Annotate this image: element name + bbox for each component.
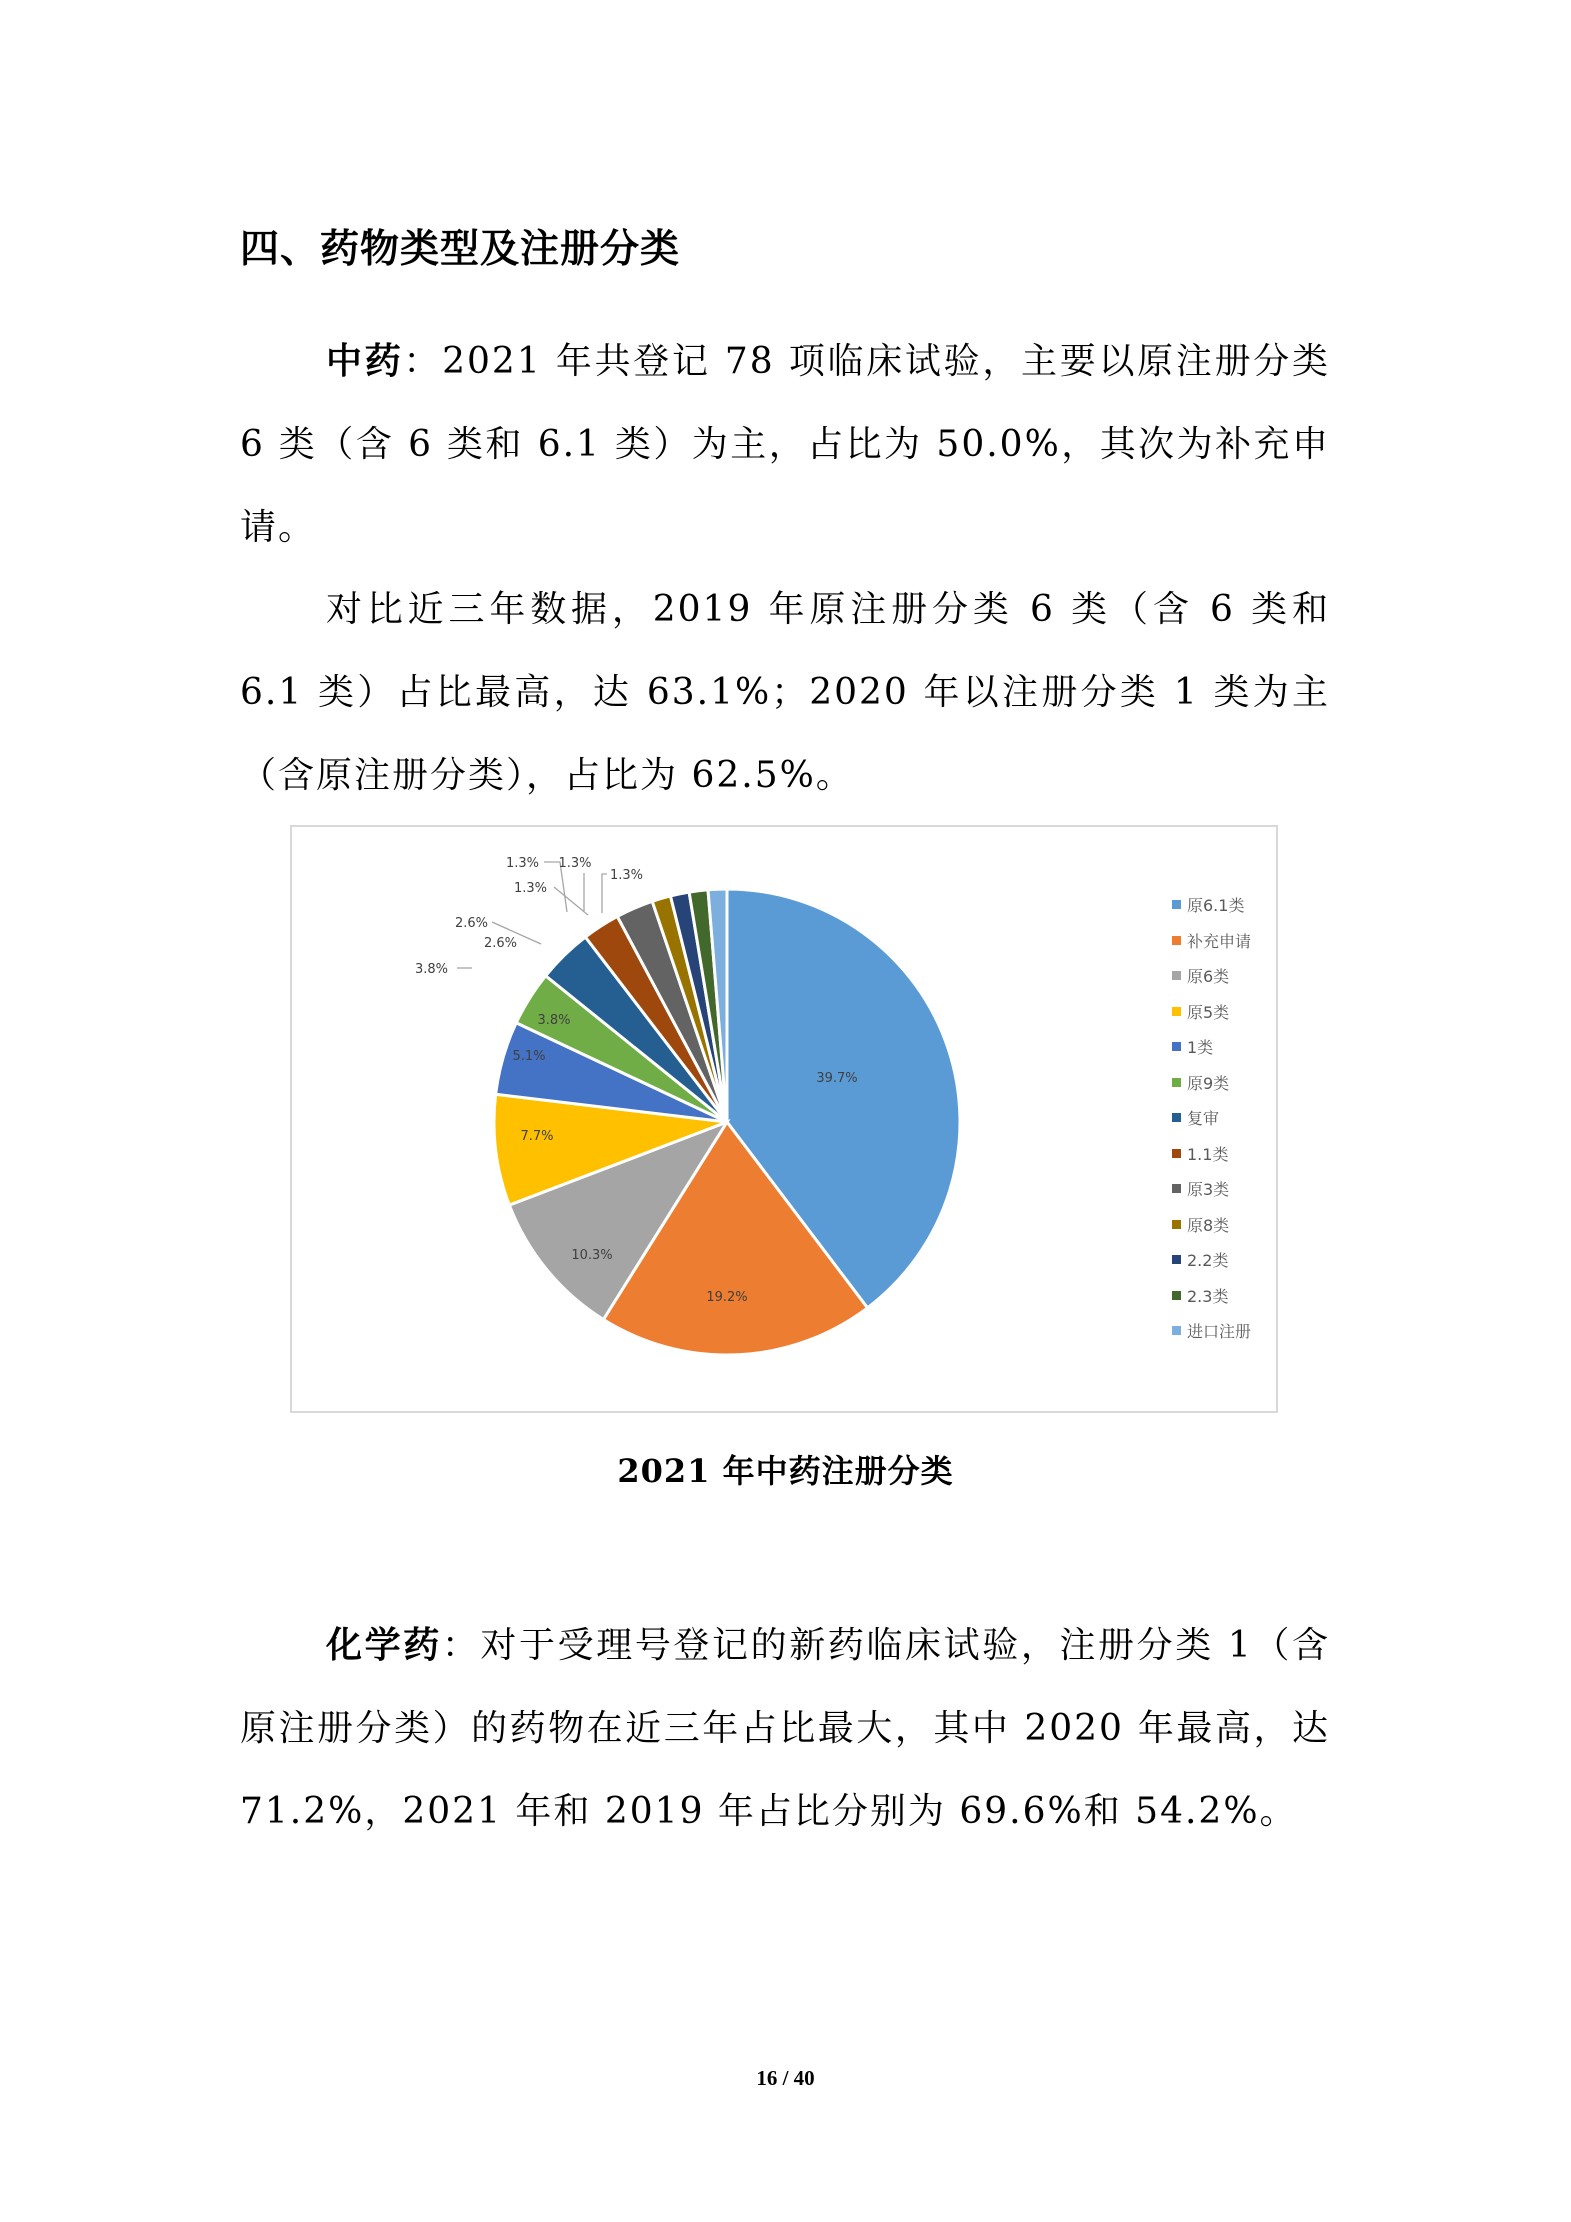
- paragraph-chemical: [240, 1604, 1330, 1853]
- legend-label: 原9类: [1187, 1073, 1230, 1093]
- legend-swatch-icon: [1172, 1078, 1181, 1087]
- pie-data-label: 19.2%: [706, 1290, 748, 1305]
- legend-label: 进口注册: [1187, 1322, 1252, 1342]
- paragraph-lead-chemical: 化学药: [326, 1625, 442, 1666]
- legend-item: [1172, 1171, 1251, 1207]
- legend-item: [1172, 1242, 1251, 1278]
- pie-data-label: 2.6%: [454, 916, 488, 931]
- legend-swatch-icon: [1172, 900, 1181, 909]
- paragraph-text-tcm: ：2021 年共登记 78 项临床试验，主要以原注册分类 6 类（含 6 类和 6.1 类）为主，占比为 50.0%，其次为补充申请。: [240, 341, 1330, 548]
- legend-label: 原3类: [1187, 1180, 1230, 1200]
- legend-item: [1172, 887, 1251, 923]
- legend-item: [1172, 1207, 1251, 1243]
- legend-label: 1类: [1187, 1038, 1214, 1058]
- legend-item: [1172, 1100, 1251, 1136]
- pie-chart-plot: [292, 827, 1280, 1415]
- legend-label: 原5类: [1187, 1002, 1230, 1022]
- pie-data-label: 2.6%: [483, 936, 517, 951]
- label-leader-line: [602, 874, 607, 913]
- pie-data-label: 1.3%: [610, 868, 644, 883]
- legend-swatch-icon: [1172, 1255, 1181, 1264]
- chart-legend: [1172, 887, 1251, 1349]
- legend-label: 原8类: [1187, 1215, 1230, 1235]
- legend-swatch-icon: [1172, 1291, 1181, 1300]
- paragraph-comparison: [240, 568, 1330, 817]
- pie-data-label: 5.1%: [512, 1049, 546, 1064]
- pie-data-label: 3.8%: [537, 1013, 571, 1028]
- legend-label: 2.2类: [1187, 1251, 1229, 1271]
- page-number: 16 / 40: [756, 2066, 815, 2090]
- legend-swatch-icon: [1172, 1220, 1181, 1229]
- pie-chart: [290, 825, 1278, 1413]
- legend-item: [1172, 1278, 1251, 1314]
- legend-swatch-icon: [1172, 1149, 1181, 1158]
- legend-item: [1172, 994, 1251, 1030]
- legend-label: 1.1类: [1187, 1144, 1229, 1164]
- legend-label: 原6类: [1187, 967, 1230, 987]
- legend-item: [1172, 1136, 1251, 1172]
- paragraph-text-comparison: 对比近三年数据，2019 年原注册分类 6 类（含 6 类和 6.1 类）占比最高，达 63.1%；2020 年以注册分类 1 类为主（含原注册分类），占比为 62.5%。: [240, 589, 1330, 796]
- pie-data-label: 1.3%: [513, 881, 547, 896]
- paragraph-text-chemical: ：对于受理号登记的新药临床试验，注册分类 1（含原注册分类）的药物在近三年占比最大，其中 2020 年最高，达 71.2%，2021 年和 2019 年占比分别为 69.6%和 54.2%。: [240, 1625, 1330, 1832]
- paragraph-lead-tcm: 中药: [326, 341, 404, 382]
- legend-item: [1172, 1065, 1251, 1101]
- legend-swatch-icon: [1172, 1184, 1181, 1193]
- pie-data-label: 1.3%: [558, 856, 592, 871]
- legend-swatch-icon: [1172, 1007, 1181, 1016]
- legend-label: 复审: [1187, 1109, 1220, 1129]
- legend-swatch-icon: [1172, 1326, 1181, 1335]
- label-leader-line: [554, 887, 588, 915]
- pie-data-label: 10.3%: [571, 1248, 613, 1263]
- legend-label: 2.3类: [1187, 1286, 1229, 1306]
- pie-data-label: 3.8%: [414, 962, 448, 977]
- legend-label: 原6.1类: [1187, 896, 1245, 916]
- pie-data-label: 1.3%: [505, 856, 539, 871]
- legend-item: [1172, 923, 1251, 959]
- legend-swatch-icon: [1172, 1042, 1181, 1051]
- pie-data-label: 39.7%: [816, 1071, 858, 1086]
- pie-data-label: 7.7%: [520, 1129, 554, 1144]
- figure-caption: 2021 年中药注册分类: [617, 1452, 954, 1490]
- legend-item: [1172, 958, 1251, 994]
- legend-swatch-icon: [1172, 936, 1181, 945]
- paragraph-tcm: [240, 320, 1330, 569]
- legend-swatch-icon: [1172, 971, 1181, 980]
- legend-label: 补充申请: [1187, 931, 1252, 951]
- legend-item: [1172, 1029, 1251, 1065]
- section-heading: 四、药物类型及注册分类: [240, 227, 681, 272]
- legend-item: [1172, 1313, 1251, 1349]
- legend-swatch-icon: [1172, 1113, 1181, 1122]
